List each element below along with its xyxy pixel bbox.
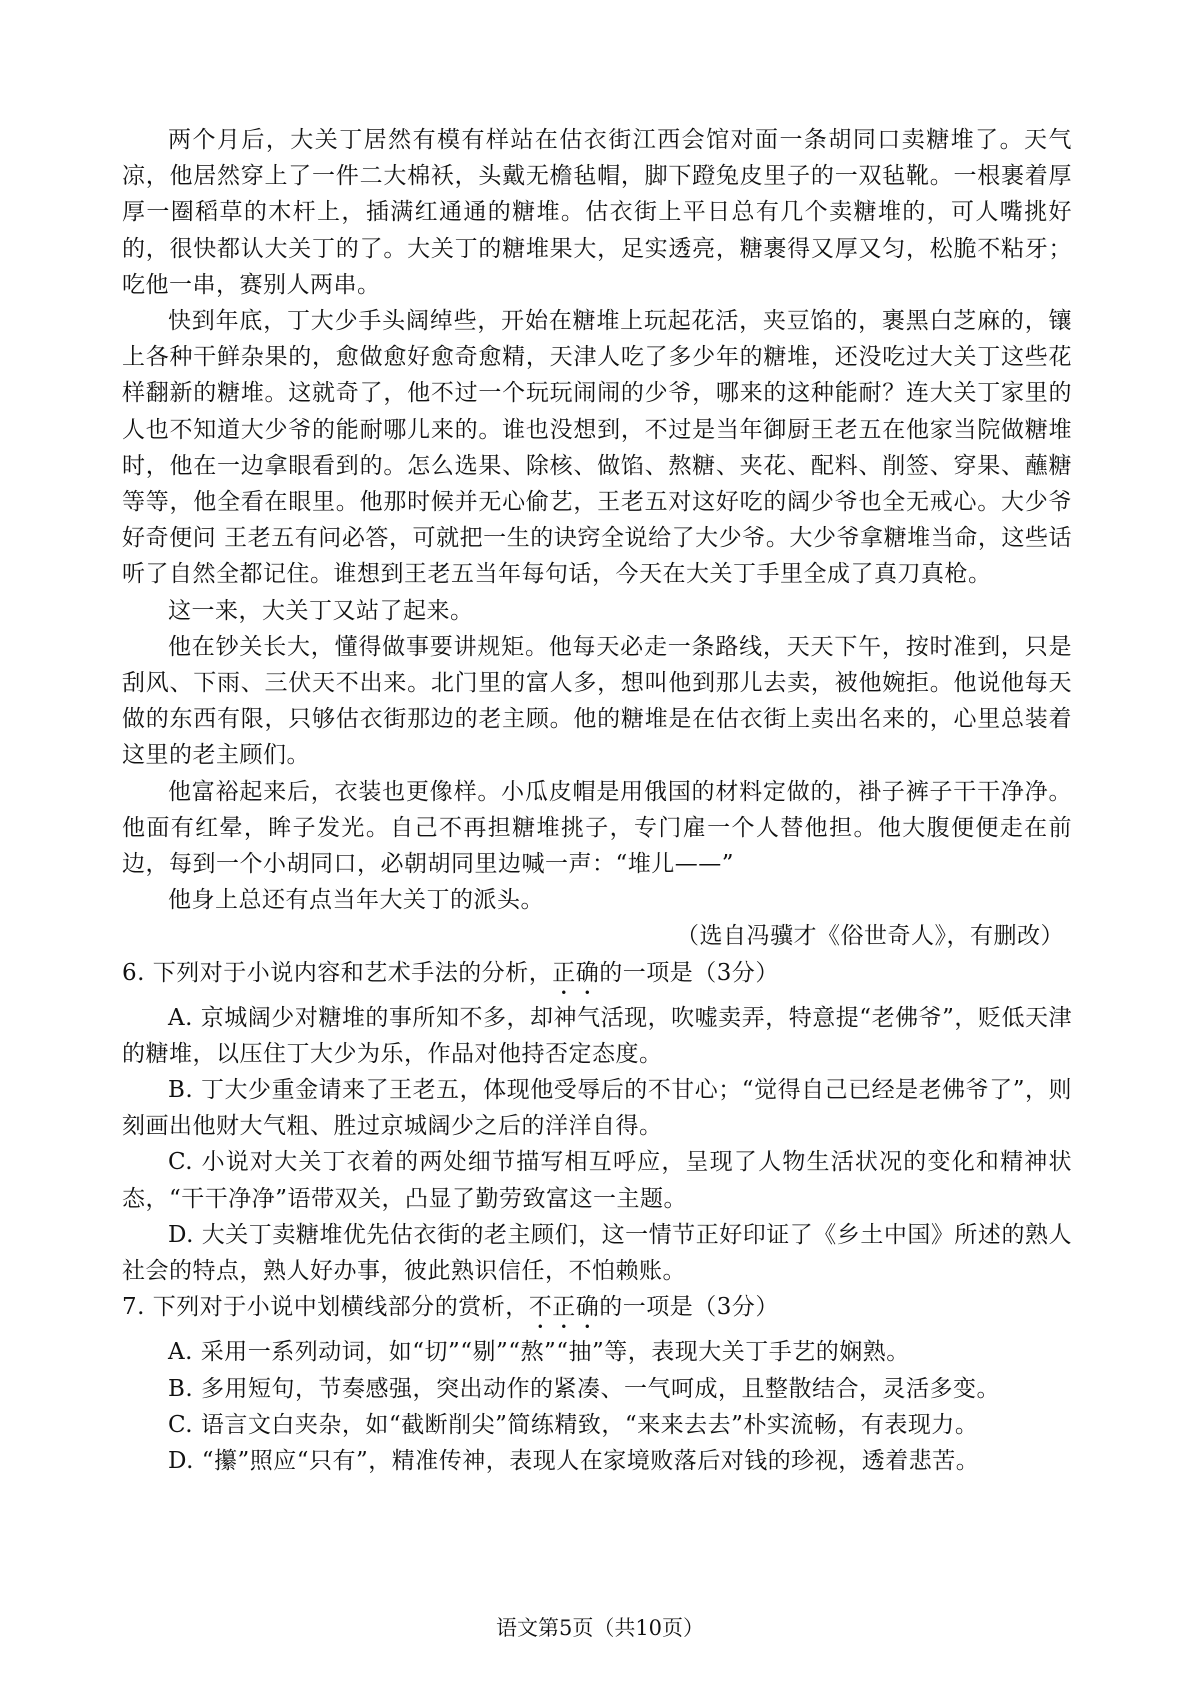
question-7-stem bbox=[122, 1289, 1072, 1334]
page-content bbox=[122, 122, 1072, 1479]
question-7 bbox=[122, 1289, 1072, 1479]
story-paragraph: 两个月后，大关丁居然有模有样站在估衣街江西会馆对面一条胡同口卖糖堆了。天气凉，他居然穿上了一件二大棉袄，头戴无檐毡帽，脚下蹬兔皮里子的一双毡靴。一根裹着厚厚一圈稻草的木杆上，插满红通通的糖堆。估衣街上平日总有几个卖糖堆的，可人嘴挑好的，很快都认大关丁的了。大关丁的糖堆果大，足实透亮，糖裹得又厚又匀，松脆不粘牙；吃他一串，赛别人两串。 bbox=[122, 127, 1072, 298]
question-7-option-c: C. 语言文白夹杂，如“截断削尖”简练精致，“来来去去”朴实流畅，有表现力。 bbox=[168, 1411, 979, 1438]
question-6-stem bbox=[122, 955, 1072, 1000]
story-paragraph: 他在钞关长大，懂得做事要讲规矩。他每天必走一条路线，天天下午，按时准到，只是刮风、下雨、三伏天不出来。北门里的富人多，想叫他到那儿去卖，被他婉拒。他说他每天做的东西有限，只够估衣街那边的老主顾。他的糖堆是在估衣街上卖出名来的，心里总装着这里的老主顾们。 bbox=[122, 633, 1072, 769]
question-6 bbox=[122, 955, 1072, 1290]
question-7-option-b: B. 多用短句，节奏感强，突出动作的紧凑、一气呵成，且整散结合，灵活多变。 bbox=[168, 1375, 1001, 1402]
question-7-option-a: A. 采用一系列动词，如“切”“剔”“熬”“抽”等，表现大关丁手艺的娴熟。 bbox=[168, 1339, 910, 1366]
question-7-emphasis: 不正确 bbox=[528, 1294, 600, 1321]
page-footer: 语文第5页（共10页） bbox=[495, 1616, 705, 1640]
question-6-option-c: C. 小说对大关丁衣着的两处细节描写相互呼应，呈现了人物生活状况的变化和精神状态，“干干净净”语带双关，凸显了勤劳致富这一主题。 bbox=[122, 1149, 1072, 1212]
story-excerpt bbox=[122, 122, 1072, 955]
question-6-option-d: D. 大关丁卖糖堆优先估衣街的老主顾们，这一情节正好印证了《乡土中国》所述的熟人社会的特点，熟人好办事，彼此熟识信任，不怕赖账。 bbox=[122, 1221, 1072, 1285]
question-6-stem-tail: 的一项是（3分） bbox=[599, 959, 779, 986]
question-7-option-d: D. “攥”照应“只有”，精准传神，表现人在家境败落后对钱的珍视，透着悲苦。 bbox=[168, 1447, 980, 1474]
story-paragraph: 他身上总还有点当年大关丁的派头。 bbox=[168, 887, 544, 914]
question-6-emphasis: 正确 bbox=[552, 959, 600, 986]
question-6-stem-text: 6. 下列对于小说内容和艺术手法的分析， bbox=[122, 959, 553, 986]
question-6-option-b: B. 丁大少重金请来了王老五，体现他受辱后的不甘心；“觉得自己已经是老佛爷了”，则刻画出他财大气粗、胜过京城阔少之后的洋洋自得。 bbox=[122, 1077, 1072, 1140]
story-paragraph: 这一来，大关丁又站了起来。 bbox=[168, 597, 474, 624]
story-paragraph: 快到年底，丁大少手头阔绰些，开始在糖堆上玩起花活，夹豆馅的，裹黑白芝麻的，镶上各种干鲜杂果的，愈做愈好愈奇愈精，天津人吃了多少年的糖堆，还没吃过大关丁这些花样翻新的糖堆。这就奇了，他不过一个玩玩闹闹的少爷，哪来的这种能耐？连大关丁家里的人也不知道大少爷的能耐哪儿来的。谁也没想到，不过是当年御厨王老五在他家当院做糖堆时，他在一边拿眼看到的。怎么选果、除核、做馅、熬糖、夹花、配料、削签、穿果、蘸糖等等，他全看在眼里。他那时候并无心偷艺，王老五对这好吃的阔少爷也全无戒心。大少爷好奇便问 王老五有问必答，可就把一生的诀窍全说给了大少爷。大少爷拿糖堆当命，这些话听了自然全都记住。谁想到王老五当年每句话，今天在大关丁手里全成了真刀真枪。 bbox=[122, 308, 1072, 588]
question-7-stem-text: 7. 下列对于小说中划横线部分的赏析， bbox=[122, 1294, 529, 1321]
story-paragraph: 他富裕起来后，衣装也更像样。小瓜皮帽是用俄国的材料定做的，褂子裤子干干净净。他面有红晕，眸子发光。自己不再担糖堆挑子，专门雇一个人替他担。他大腹便便走在前边，每到一个小胡同口，必朝胡同里边喊一声：“堆儿——” bbox=[122, 778, 1072, 878]
source-citation: （选自冯骥才《俗世奇人》，有删改） bbox=[676, 923, 1064, 950]
question-7-stem-tail: 的一项是（3分） bbox=[599, 1294, 779, 1321]
question-6-option-a: A. 京城阔少对糖堆的事所知不多，却神气活现，吹嘘卖弄，特意提“老佛爷”，贬低天津的糖堆，以压住丁大少为乐，作品对他持否定态度。 bbox=[122, 1004, 1072, 1067]
